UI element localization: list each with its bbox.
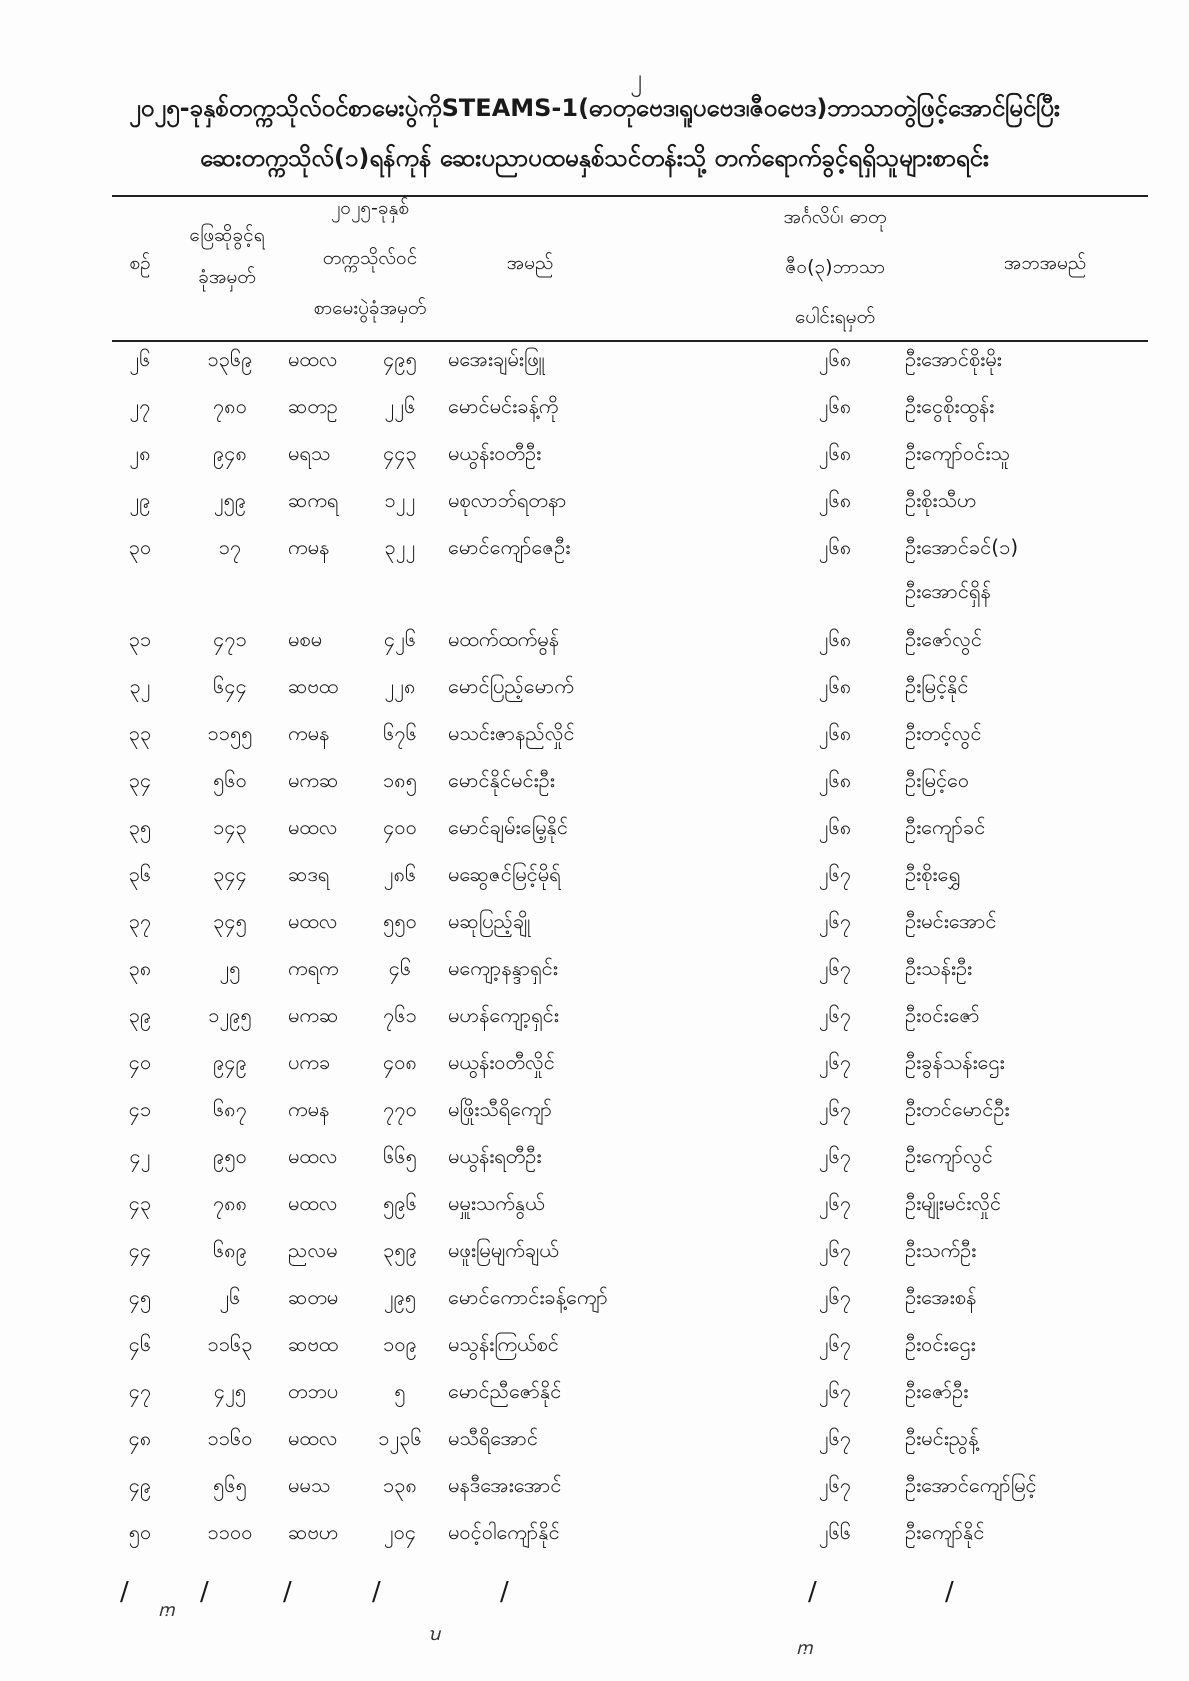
row-marks: ၂၆၇: [818, 1332, 852, 1356]
row-seat: ၅၉၆: [383, 1191, 417, 1215]
row-roll: ၁၁၅၅: [207, 721, 253, 745]
table-row: [0, 908, 1189, 954]
table-row: [0, 1284, 1189, 1330]
row-marks: ၂၆၈: [818, 674, 852, 698]
row-father-name: ဦးမင်းညွန့်: [905, 1426, 979, 1450]
row-roll: ၉၄၈: [213, 441, 247, 465]
table-row: [0, 346, 1189, 392]
check-mark: /: [120, 1577, 129, 1607]
check-mark: /: [945, 1577, 954, 1607]
row-no: ၃၃: [128, 721, 152, 745]
row-name: မောင်ကောင်းခန့်ကျော်: [448, 1285, 608, 1309]
row-father-name: ဦးတင်မောင်ဦး: [905, 1097, 1010, 1121]
row-center: မရသ: [288, 441, 331, 465]
row-marks: ၂၆၈: [818, 768, 852, 792]
row-father-name: ဦးတင့်လွင်: [905, 721, 982, 745]
row-no: ၄၉: [128, 1473, 152, 1497]
row-center: မကဆ: [288, 768, 339, 792]
row-name: မအေးချမ်းဖြူ: [448, 347, 545, 371]
row-no: ၃၀: [128, 535, 152, 559]
table-row: [0, 814, 1189, 860]
row-marks: ၂၆၈: [818, 347, 852, 371]
row-marks: ၂၆၈: [818, 394, 852, 418]
row-roll: ၆၄၄: [213, 674, 247, 698]
row-seat: ၂၉၅: [383, 1285, 417, 1309]
row-center: မထလ: [288, 347, 338, 371]
row-name: မယွန်းရတီဦး: [448, 1144, 542, 1168]
row-father-name: ဦးဇော်ဦး: [905, 1379, 969, 1403]
table-row: [0, 1049, 1189, 1095]
table-row: [0, 673, 1189, 719]
row-marks: ၂၆၇: [818, 1191, 852, 1215]
row-roll: ၁၁၀၀: [207, 1520, 253, 1544]
row-name: မကျော့နန္ဒာရှင်း: [448, 956, 558, 980]
row-center: ဆဗထ: [288, 674, 339, 698]
header-roll-line-1: ဖြေဆိုခွင့်ရ: [189, 224, 265, 246]
row-roll: ၁၁၆၀: [207, 1426, 253, 1450]
row-father-name: ဦးသန်းဦး: [905, 956, 973, 980]
row-no: ၂၆: [129, 347, 151, 371]
row-father-name: ဦးအောင်စိုးမိုး: [905, 347, 1002, 371]
row-no: ၄၂: [129, 1144, 151, 1168]
table-row: [0, 1143, 1189, 1189]
table-row: [0, 767, 1189, 813]
row-name: မသွန်းကြယ်စင်: [448, 1332, 559, 1356]
table-row: [0, 1519, 1189, 1565]
row-center: ကမန: [288, 721, 330, 745]
row-roll: ၅၆၅: [213, 1473, 247, 1497]
row-no: ၃၆: [128, 862, 152, 886]
row-no: ၃၅: [128, 815, 152, 839]
row-center: ဆဗထ: [288, 1332, 339, 1356]
table-row: [0, 626, 1189, 672]
row-seat: ၂၂၆: [384, 394, 416, 418]
row-no: ၄၅: [128, 1285, 152, 1309]
row-center: ဆတဥ: [288, 394, 338, 418]
row-seat: ၁၀၉: [383, 1332, 417, 1356]
row-roll: ၄၇၁: [213, 627, 247, 651]
row-seat: ၄၀၈: [383, 1050, 417, 1074]
row-seat: ၇၇၀: [383, 1097, 417, 1121]
row-father-name: ဦးဝင်းဇော်: [905, 1003, 980, 1027]
header-father-name: အဘအမည်: [1003, 252, 1087, 274]
row-father-name: ဦးကျော်နိုင်: [905, 1520, 985, 1544]
row-name: မဟန်ကျော့ရှင်း: [448, 1003, 559, 1027]
row-name: မောင်ကျော်ဇေဦး: [448, 535, 571, 559]
row-no: ၃၇: [128, 909, 152, 933]
row-roll: ၃၄၄: [213, 862, 247, 886]
table-row: [0, 1425, 1189, 1471]
row-center: ကမန: [288, 1097, 330, 1121]
row-roll: ၁၃၆၉: [207, 347, 253, 371]
row-marks: ၂၆၇: [818, 1050, 852, 1074]
row-center: ဆတမ: [288, 1285, 339, 1309]
row-marks: ၂၆၈: [818, 627, 852, 651]
row-roll: ၇၈၀: [213, 394, 247, 418]
row-marks: ၂၆၇: [818, 909, 852, 933]
table-row: [0, 1237, 1189, 1283]
row-no: ၃၁: [128, 627, 152, 651]
row-roll: ၁၇: [218, 535, 242, 559]
row-father-name: ဦးမျိုးမင်းလှိုင်: [905, 1191, 1002, 1215]
row-father-name: ဦးစိုးရွှေ: [905, 862, 961, 886]
row-center: မကဆ: [288, 1003, 339, 1027]
row-center: မထလ: [288, 815, 338, 839]
row-roll: ၃၄၅: [213, 909, 247, 933]
row-roll: ၄၂၅: [213, 1379, 247, 1403]
row-name: မဆုပြည့်ချို: [448, 909, 531, 933]
table-row: [0, 1002, 1189, 1048]
row-seat: ၁၈၅: [383, 768, 417, 792]
row-father-name: ဦးခွန်သန်းဌေး: [905, 1050, 1005, 1074]
row-father-name: ဦးမင်းအောင်: [905, 909, 997, 933]
row-seat: ၃၂၂: [384, 535, 416, 559]
row-father-name: ဦးအောင်ကျော်မြင့်: [905, 1473, 1037, 1497]
row-center: မထလ: [288, 1191, 338, 1215]
row-center: မမသ: [288, 1473, 331, 1497]
row-roll: ၂၆: [219, 1285, 241, 1309]
row-father-name: ဦးအေးစန်: [905, 1285, 977, 1309]
row-father-name: ဦးဇော်လွင်: [905, 627, 982, 651]
check-mark: /: [200, 1577, 209, 1607]
row-roll: ၉၄၉: [213, 1050, 247, 1074]
table-row: [0, 955, 1189, 1001]
row-name: မောင်နိုင်မင်းဦး: [448, 768, 555, 792]
row-center: ဆဒရ: [288, 862, 330, 886]
signature-scribble: ꭒ: [428, 1624, 441, 1645]
header-roll-line-2: ခုံအမှတ်: [198, 266, 256, 288]
row-marks: ၂၆၇: [818, 1379, 852, 1403]
row-name: မဖူးမြမျက်ချယ်: [448, 1238, 559, 1262]
row-center: မထလ: [288, 1426, 338, 1450]
row-marks: ၂၆၈: [818, 721, 852, 745]
row-marks: ၂၆၈: [818, 488, 852, 512]
row-no: ၄၈: [128, 1426, 152, 1450]
row-father-name: ဦးစိုးသီဟ: [905, 488, 977, 512]
row-no: ၄၆: [128, 1332, 152, 1356]
row-seat: ၇၆၁: [383, 1003, 417, 1027]
row-roll: ၁၂၉၅: [208, 1003, 252, 1027]
row-marks: ၂၆၈: [818, 441, 852, 465]
row-father-name: ဦးငွေစိုးထွန်း: [905, 394, 995, 418]
initials-scribble: ꭑ: [158, 1600, 175, 1621]
row-roll: ၁၁၆၃: [207, 1332, 253, 1356]
header-name: အမည်: [506, 252, 554, 274]
row-center: ညလမ: [288, 1238, 338, 1262]
row-name: မဖြိုးသီရိကျော်: [448, 1097, 552, 1121]
row-seat: ၁၃၈: [383, 1473, 417, 1497]
row-father-name: ဦးသက်ဦး: [905, 1238, 977, 1262]
check-mark: /: [500, 1577, 509, 1607]
row-center: မထလ: [288, 1144, 338, 1168]
row-no: ၃၄: [128, 768, 152, 792]
table-row: [0, 487, 1189, 533]
row-father-name: ဦးအောင်ခင်(၁): [905, 535, 1019, 559]
row-father-name-alt: ဦးအောင်ရှိန်: [905, 579, 991, 603]
table-row: [0, 1472, 1189, 1518]
check-mark: /: [283, 1577, 292, 1607]
table-row: [0, 1096, 1189, 1142]
row-name: မယွန်းဝတီလှိုင်: [448, 1050, 555, 1074]
row-no: ၄၀: [128, 1050, 152, 1074]
row-name: မောင်ပြည့်မောက်: [448, 674, 574, 698]
table-row: [0, 1190, 1189, 1236]
row-seat: ၂၀၄: [383, 1520, 417, 1544]
row-name: မသီရိအောင်: [448, 1426, 538, 1450]
table-row: [0, 534, 1189, 620]
header-no: စဉ်: [129, 252, 151, 274]
row-marks: ၂၆၇: [818, 1003, 852, 1027]
row-no: ၃၈: [128, 956, 152, 980]
row-name: မောင်မင်းခန့်ကို: [448, 394, 559, 418]
document-title-line-2: ဆေးတက္ကသိုလ်(၁)ရန်ကုန် ဆေးပညာပထမနှစ်သင်တန်းသို့ တက်ရောက်ခွင့်ရရှိသူများစာရင်း: [199, 144, 990, 172]
check-mark: /: [808, 1577, 817, 1607]
row-marks: ၂၆၇: [818, 1144, 852, 1168]
row-seat: ၄၆: [388, 956, 412, 980]
row-name: မဝင့်ဝါကျော်နိုင်: [448, 1520, 560, 1544]
row-no: ၅၀: [128, 1520, 152, 1544]
row-seat: ၅၅၀: [383, 909, 417, 933]
row-seat: ၄၂၆: [383, 627, 417, 651]
page-number: ၂: [630, 64, 642, 92]
row-marks: ၂၆၇: [818, 1238, 852, 1262]
row-no: ၂၈: [129, 441, 151, 465]
check-mark: /: [372, 1577, 381, 1607]
row-name: မောင်ချမ်းမြေ့နိုင်: [448, 815, 568, 839]
row-seat: ၂၈၆: [383, 862, 417, 886]
row-seat: ၃၅၉: [383, 1238, 417, 1262]
header-marks-line-3: ပေါင်းရမှတ်: [794, 306, 876, 328]
row-seat: ၄၄၃: [383, 441, 417, 465]
row-roll: ၅၆၀: [213, 768, 247, 792]
row-marks: ၂၆၇: [818, 1285, 852, 1309]
row-seat: ၆၇၆: [383, 721, 417, 745]
row-father-name: ဦးကျော်ခင်: [905, 815, 986, 839]
row-name: မနဒီအေးအောင်: [448, 1473, 562, 1497]
row-father-name: ဦးမြင့်နိုင်: [905, 674, 969, 698]
row-name: မမှူးသက်နွယ်: [448, 1191, 545, 1215]
row-roll: ၆၈၉: [213, 1238, 247, 1262]
row-marks: ၂၆၇: [818, 1426, 852, 1450]
row-no: ၄၁: [128, 1097, 152, 1121]
row-name: မသင်းဇာနည်လှိုင်: [448, 721, 575, 745]
row-center: မထလ: [288, 909, 338, 933]
row-marks: ၂၆၇: [818, 1097, 852, 1121]
table-row: [0, 1378, 1189, 1424]
row-center: ဆကရ: [288, 488, 339, 512]
row-seat: ၆၆၅: [383, 1144, 417, 1168]
row-seat: ၅: [394, 1379, 406, 1403]
table-row: [0, 861, 1189, 907]
row-no: ၂၇: [129, 394, 151, 418]
header-exam-line-1: ၂၀၂၅-ခုနှစ်: [330, 197, 410, 219]
row-center: ကရက: [288, 956, 339, 980]
row-no: ၃၂: [129, 674, 151, 698]
row-no: ၄၇: [128, 1379, 152, 1403]
row-roll: ၆၈၇: [213, 1097, 247, 1121]
row-marks: ၂၆၇: [818, 1473, 852, 1497]
header-marks-line-1: အင်္ဂလိပ်၊ ဓာတု: [783, 206, 887, 228]
header-exam-line-3: စာမေးပွဲခုံအမှတ်: [313, 297, 427, 319]
header-exam-line-2: တက္ကသိုလ်ဝင်: [322, 247, 418, 269]
table-row: [0, 440, 1189, 486]
row-father-name: ဦးကျော်လွင်: [905, 1144, 993, 1168]
header-marks-line-2: ဇီဝ(၃)ဘာသာ: [785, 256, 885, 278]
row-center: ဆဗဟ: [288, 1520, 339, 1544]
row-name: မယွန်းဝတီဦး: [448, 441, 542, 465]
row-seat: ၁၂၂: [384, 488, 416, 512]
row-center: ကမန: [288, 535, 330, 559]
table-header-rule: [112, 340, 1148, 342]
row-no: ၄၃: [128, 1191, 152, 1215]
row-name: မဆွေဇင်မြင့်မိုရ်: [448, 862, 561, 886]
table-top-rule: [112, 195, 1148, 197]
row-no: ၄၄: [128, 1238, 152, 1262]
row-roll: ၂၅၉: [213, 488, 247, 512]
row-name: မစုလာဘ်ရတနာ: [448, 488, 567, 512]
row-name: မောင်ညီဇော်နိုင်: [448, 1379, 562, 1403]
row-roll: ၁၄၃: [213, 815, 247, 839]
row-father-name: ဦးကျော်ဝင်းသူ: [905, 441, 1010, 465]
initials-scribble: ꭑ: [796, 1638, 813, 1659]
row-center: ပကခ: [288, 1050, 331, 1074]
row-roll: ၇၈၈: [212, 1191, 248, 1215]
row-name: မထက်ထက်မွန်: [448, 627, 560, 651]
table-row: [0, 720, 1189, 766]
table-row: [0, 393, 1189, 439]
row-father-name: ဦးမြင့်ဝေ: [905, 768, 970, 792]
row-roll: ၉၅၀: [213, 1144, 247, 1168]
row-center: မစမ: [288, 627, 323, 651]
row-seat: ၄၀၀: [383, 815, 417, 839]
row-center: တဘပ: [288, 1379, 339, 1403]
row-marks: ၂၆၇: [818, 862, 852, 886]
row-marks: ၂၆၆: [818, 1520, 852, 1544]
row-marks: ၂၆၈: [818, 535, 852, 559]
row-marks: ၂၆၇: [818, 956, 852, 980]
row-seat: ၂၂၈: [384, 674, 416, 698]
row-father-name: ဦးဝင်းဌေး: [905, 1332, 976, 1356]
row-roll: ၂၅: [219, 956, 241, 980]
row-seat: ၄၉၅: [383, 347, 417, 371]
document-title-line-1: ၂၀၂၅-ခုနှစ်တက္ကသိုလ်ဝင်စာမေးပွဲကိုSTEAMS-1(ဓာတုဗေဒ၊ရူပဗေဒ၊ဇီဝဗေဒ)ဘာသာတွဲဖြင့်အောင်မြင်ပြီး: [128, 94, 1060, 122]
table-row: [0, 1331, 1189, 1377]
row-no: ၃၉: [128, 1003, 152, 1027]
row-marks: ၂၆၈: [818, 815, 852, 839]
row-no: ၂၉: [129, 488, 151, 512]
row-seat: ၁၂၃၆: [378, 1426, 422, 1450]
